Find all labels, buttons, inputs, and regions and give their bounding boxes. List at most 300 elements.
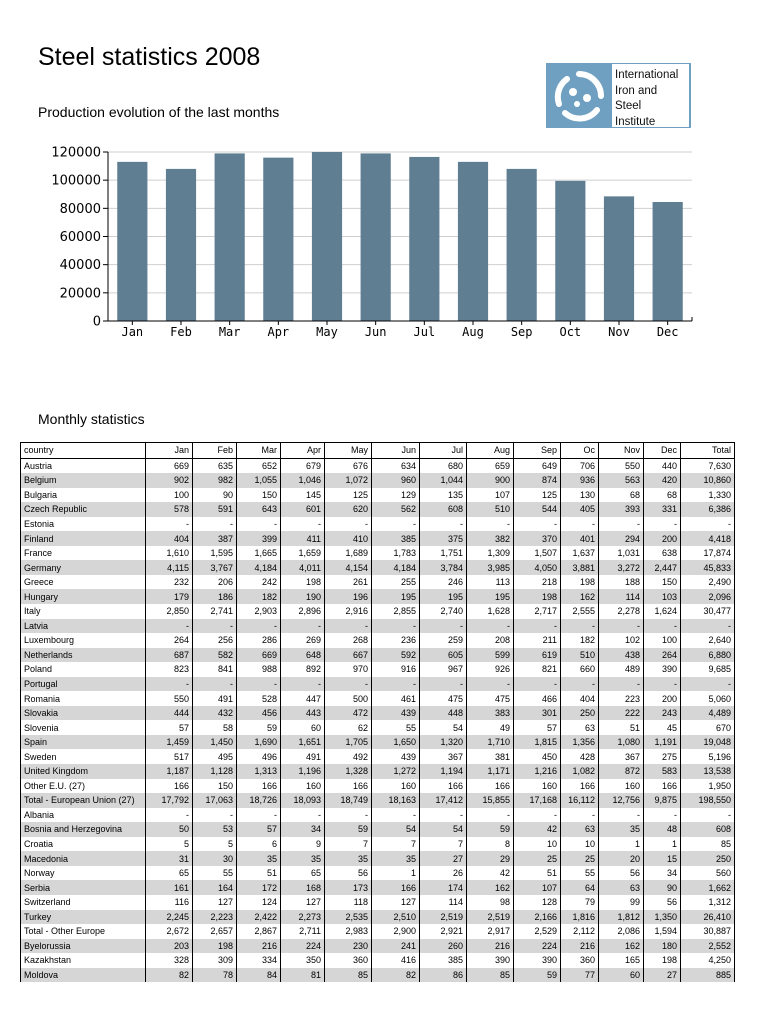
value-cell: 444 [146,706,193,721]
value-cell: 360 [561,953,599,968]
value-cell: 216 [237,939,281,954]
value-cell: - [237,677,281,692]
value-cell: - [420,619,467,634]
value-cell: 56 [644,895,681,910]
value-cell: 57 [514,720,561,735]
value-cell: 2,086 [599,924,644,939]
x-tick-label: Apr [267,325,290,339]
country-cell: Luxembourg [21,633,146,648]
value-cell: 450 [514,749,561,764]
value-cell: 591 [193,502,237,517]
value-cell: 48 [644,822,681,837]
value-cell: 6,880 [681,648,735,663]
value-cell: 528 [237,691,281,706]
value-cell: 19,048 [681,735,735,750]
value-cell: 1,046 [281,473,325,488]
value-cell: 360 [325,953,372,968]
value-cell: 399 [237,531,281,546]
value-cell: 269 [281,633,325,648]
value-cell: 472 [325,706,372,721]
value-cell: 1,659 [281,546,325,561]
value-cell: 160 [514,779,561,794]
value-cell: - [146,619,193,634]
value-cell: 195 [372,589,420,604]
value-cell: 1,216 [514,764,561,779]
value-cell: 114 [599,589,644,604]
value-cell: 42 [467,866,514,881]
value-cell: 168 [281,880,325,895]
value-cell: 17,412 [420,793,467,808]
value-cell: 510 [561,648,599,663]
value-cell: 2,740 [420,604,467,619]
value-cell: 466 [514,691,561,706]
value-cell: 605 [420,648,467,663]
value-cell: 309 [193,953,237,968]
value-cell: 5,060 [681,691,735,706]
country-cell: Austria [21,458,146,473]
column-header: Dec [644,443,681,459]
y-tick-label: 20000 [59,286,101,302]
value-cell: 432 [193,706,237,721]
value-cell: 90 [193,488,237,503]
value-cell: 57 [146,720,193,735]
value-cell: 55 [561,866,599,881]
value-cell: 667 [325,648,372,663]
bar-apr [263,158,293,321]
value-cell: 1,751 [420,546,467,561]
value-cell: 18,749 [325,793,372,808]
value-cell: - [237,517,281,532]
value-cell: 35 [237,851,281,866]
value-cell: 2,850 [146,604,193,619]
value-cell: 381 [467,749,514,764]
value-cell: 58 [193,720,237,735]
value-cell: 16,112 [561,793,599,808]
value-cell: 885 [681,968,735,983]
country-cell: Total - European Union (27) [21,793,146,808]
bar-sep [507,169,537,321]
y-tick-label: 100000 [51,173,101,189]
value-cell: 85 [681,837,735,852]
value-cell: 186 [193,589,237,604]
table-row [21,589,735,604]
value-cell: 635 [193,458,237,473]
value-cell: 1,072 [325,473,372,488]
value-cell: 3,767 [193,560,237,575]
value-cell: 982 [193,473,237,488]
value-cell: 438 [599,648,644,663]
value-cell: 200 [644,531,681,546]
value-cell: 30 [193,851,237,866]
value-cell: - [599,808,644,823]
value-cell: 1,610 [146,546,193,561]
value-cell: 124 [237,895,281,910]
country-cell: Germany [21,560,146,575]
value-cell: 130 [561,488,599,503]
value-cell: 4,489 [681,706,735,721]
country-cell: Latvia [21,619,146,634]
value-cell: - [644,517,681,532]
value-cell: 196 [325,589,372,604]
value-cell: 2,900 [372,924,420,939]
column-header: Jul [420,443,467,459]
value-cell: 127 [372,895,420,910]
value-cell: 2,166 [514,910,561,925]
value-cell: 1,350 [644,910,681,925]
country-cell: Switzerland [21,895,146,910]
bar-oct [555,181,585,321]
value-cell: 182 [237,589,281,604]
y-tick-label: 120000 [51,145,101,161]
bar-may [312,152,342,321]
x-tick-label: May [316,325,338,339]
value-cell: 17,063 [193,793,237,808]
value-cell: 7 [372,837,420,852]
value-cell: 90 [644,880,681,895]
country-cell: Slovakia [21,706,146,721]
value-cell: 404 [561,691,599,706]
value-cell: 1,194 [420,764,467,779]
value-cell: 382 [467,531,514,546]
value-cell: 448 [420,706,467,721]
value-cell: 264 [644,648,681,663]
value-cell: 173 [325,880,372,895]
value-cell: 4,050 [514,560,561,575]
value-cell: 81 [281,968,325,983]
value-cell: 679 [281,458,325,473]
value-cell: 393 [599,502,644,517]
value-cell: 150 [193,779,237,794]
value-cell: 1,459 [146,735,193,750]
country-cell: Other E.U. (27) [21,779,146,794]
value-cell: 1,328 [325,764,372,779]
value-cell: 18,726 [237,793,281,808]
value-cell: 25 [514,851,561,866]
value-cell: - [146,808,193,823]
value-cell: 5,196 [681,749,735,764]
value-cell: 2,490 [681,575,735,590]
value-cell: 2,921 [420,924,467,939]
value-cell: 2,278 [599,604,644,619]
x-tick-label: Aug [462,325,484,339]
value-cell: 264 [146,633,193,648]
y-tick-label: 60000 [59,230,101,245]
value-cell: 294 [599,531,644,546]
value-cell: 216 [467,939,514,954]
table-row [21,968,735,983]
value-cell: - [372,517,420,532]
value-cell: 180 [644,939,681,954]
value-cell: 59 [467,822,514,837]
value-cell: 82 [146,968,193,983]
value-cell: 31 [146,851,193,866]
country-cell: Finland [21,531,146,546]
logo-line: Institute [615,115,656,128]
page-title: Steel statistics 2008 [38,43,261,71]
value-cell: 59 [237,720,281,735]
value-cell: 1,031 [599,546,644,561]
country-cell: Kazakhstan [21,953,146,968]
value-cell: 51 [514,866,561,881]
table-row [21,560,735,575]
value-cell: 492 [325,749,372,764]
value-cell: 99 [599,895,644,910]
value-cell: 420 [644,473,681,488]
value-cell: 387 [193,531,237,546]
value-cell: 439 [372,749,420,764]
value-cell: 2,273 [281,910,325,925]
table-row [21,677,735,692]
value-cell: 1,637 [561,546,599,561]
value-cell: 1,507 [514,546,561,561]
value-cell: 902 [146,473,193,488]
table-row [21,473,735,488]
value-cell: - [514,808,561,823]
value-cell: - [514,517,561,532]
value-cell: 1,313 [237,764,281,779]
country-cell: Sweden [21,749,146,764]
value-cell: 27 [420,851,467,866]
value-cell: 2,519 [467,910,514,925]
value-cell: - [599,517,644,532]
value-cell: 166 [372,880,420,895]
value-cell: 2,717 [514,604,561,619]
table-row [21,880,735,895]
value-cell: 3,881 [561,560,599,575]
value-cell: 821 [514,662,561,677]
value-cell: - [644,677,681,692]
value-cell: 872 [599,764,644,779]
value-cell: 145 [281,488,325,503]
value-cell: 54 [372,822,420,837]
value-cell: 404 [146,531,193,546]
value-cell: 401 [561,531,599,546]
table-row [21,749,735,764]
value-cell: 385 [420,953,467,968]
value-cell: 638 [644,546,681,561]
value-cell: 261 [325,575,372,590]
value-cell: 218 [514,575,561,590]
value-cell: 198,550 [681,793,735,808]
y-tick-label: 80000 [59,201,101,217]
value-cell: - [237,808,281,823]
value-cell: 936 [561,473,599,488]
value-cell: 54 [420,822,467,837]
bar-aug [458,162,488,321]
value-cell: 259 [420,633,467,648]
value-cell: 35 [325,851,372,866]
bar-mar [215,153,245,321]
logo-line: Steel [615,100,642,112]
value-cell: 286 [237,633,281,648]
value-cell: 562 [372,502,420,517]
country-cell: Serbia [21,880,146,895]
value-cell: 9,875 [644,793,681,808]
value-cell: 1,650 [372,735,420,750]
value-cell: 211 [514,633,561,648]
value-cell: 1,191 [644,735,681,750]
table-row [21,924,735,939]
value-cell: - [681,517,735,532]
value-cell: 375 [420,531,467,546]
x-tick-label: Oct [559,325,582,339]
value-cell: - [193,808,237,823]
value-cell: 224 [281,939,325,954]
table-row [21,458,735,473]
value-cell: 2,903 [237,604,281,619]
value-cell: 634 [372,458,420,473]
value-cell: - [372,677,420,692]
value-cell: 1,272 [372,764,420,779]
value-cell: 114 [420,895,467,910]
value-cell: 8 [467,837,514,852]
value-cell: 85 [467,968,514,983]
value-cell: 241 [372,939,420,954]
value-cell: 550 [599,458,644,473]
value-cell: 195 [467,589,514,604]
value-cell: 107 [514,880,561,895]
value-cell: 2,223 [193,910,237,925]
value-cell: 26,410 [681,910,735,925]
table-header-row [21,443,735,459]
value-cell: - [561,517,599,532]
value-cell: 2,447 [644,560,681,575]
value-cell: 4,115 [146,560,193,575]
value-cell: 1,450 [193,735,237,750]
value-cell: 6,386 [681,502,735,517]
value-cell: 161 [146,880,193,895]
value-cell: 166 [644,779,681,794]
value-cell: 162 [561,589,599,604]
value-cell: 198 [561,575,599,590]
value-cell: 1,815 [514,735,561,750]
x-tick-label: Feb [170,325,192,339]
value-cell: 1,710 [467,735,514,750]
value-cell: 68 [644,488,681,503]
value-cell: 428 [561,749,599,764]
value-cell: 447 [281,691,325,706]
value-cell: 256 [193,633,237,648]
value-cell: 188 [599,575,644,590]
country-cell: Turkey [21,910,146,925]
value-cell: 190 [281,589,325,604]
value-cell: 960 [372,473,420,488]
value-cell: 2,555 [561,604,599,619]
value-cell: 103 [644,589,681,604]
value-cell: 208 [467,633,514,648]
value-cell: 30,477 [681,604,735,619]
value-cell: 1,783 [372,546,420,561]
value-cell: - [467,517,514,532]
value-cell: 601 [281,502,325,517]
value-cell: 410 [325,531,372,546]
value-cell: 246 [420,575,467,590]
column-header: Mar [237,443,281,459]
value-cell: 4,184 [372,560,420,575]
table-row [21,866,735,881]
value-cell: 475 [420,691,467,706]
value-cell: 243 [644,706,681,721]
value-cell: 35 [599,822,644,837]
country-cell: Macedonia [21,851,146,866]
value-cell: 250 [681,851,735,866]
value-cell: 116 [146,895,193,910]
value-cell: - [193,677,237,692]
table-row [21,735,735,750]
value-cell: 1,628 [467,604,514,619]
value-cell: 367 [420,749,467,764]
value-cell: 2,916 [325,604,372,619]
value-cell: 841 [193,662,237,677]
value-cell: 1 [644,837,681,852]
column-header: Nov [599,443,644,459]
value-cell: 1,624 [644,604,681,619]
value-cell: 2,867 [237,924,281,939]
column-header: Total [681,443,735,459]
value-cell: 42 [514,822,561,837]
value-cell: 1,196 [281,764,325,779]
value-cell: 35 [372,851,420,866]
value-cell: 301 [514,706,561,721]
value-cell: - [681,619,735,634]
value-cell: 17,874 [681,546,735,561]
table-row [21,575,735,590]
value-cell: 1,055 [237,473,281,488]
x-tick-label: Jan [121,325,144,339]
value-cell: 29 [467,851,514,866]
value-cell: 2,640 [681,633,735,648]
column-header: Oc [561,443,599,459]
value-cell: 162 [599,939,644,954]
country-cell: Total - Other Europe [21,924,146,939]
bar-nov [604,196,634,321]
table-row [21,648,735,663]
value-cell: - [146,517,193,532]
institute-logo [546,63,691,128]
country-cell: Croatia [21,837,146,852]
value-cell: - [644,619,681,634]
value-cell: 12,756 [599,793,644,808]
value-cell: 200 [644,691,681,706]
value-cell: 456 [237,706,281,721]
value-cell: 1,128 [193,764,237,779]
column-header: Apr [281,443,325,459]
value-cell: 63 [561,822,599,837]
value-cell: 18,163 [372,793,420,808]
value-cell: 82 [372,968,420,983]
table-row [21,619,735,634]
value-cell: - [561,808,599,823]
value-cell: - [281,619,325,634]
value-cell: 56 [325,866,372,881]
value-cell: 649 [514,458,561,473]
value-cell: - [325,619,372,634]
value-cell: 383 [467,706,514,721]
value-cell: 206 [193,575,237,590]
value-cell: 4,011 [281,560,325,575]
value-cell: 63 [599,880,644,895]
value-cell: 49 [467,720,514,735]
value-cell: 268 [325,633,372,648]
value-cell: - [681,677,735,692]
value-cell: 2,112 [561,924,599,939]
value-cell: 55 [372,720,420,735]
value-cell: 517 [146,749,193,764]
bar-jun [361,153,391,321]
value-cell: 1,320 [420,735,467,750]
value-cell: - [420,677,467,692]
value-cell: 25 [561,851,599,866]
